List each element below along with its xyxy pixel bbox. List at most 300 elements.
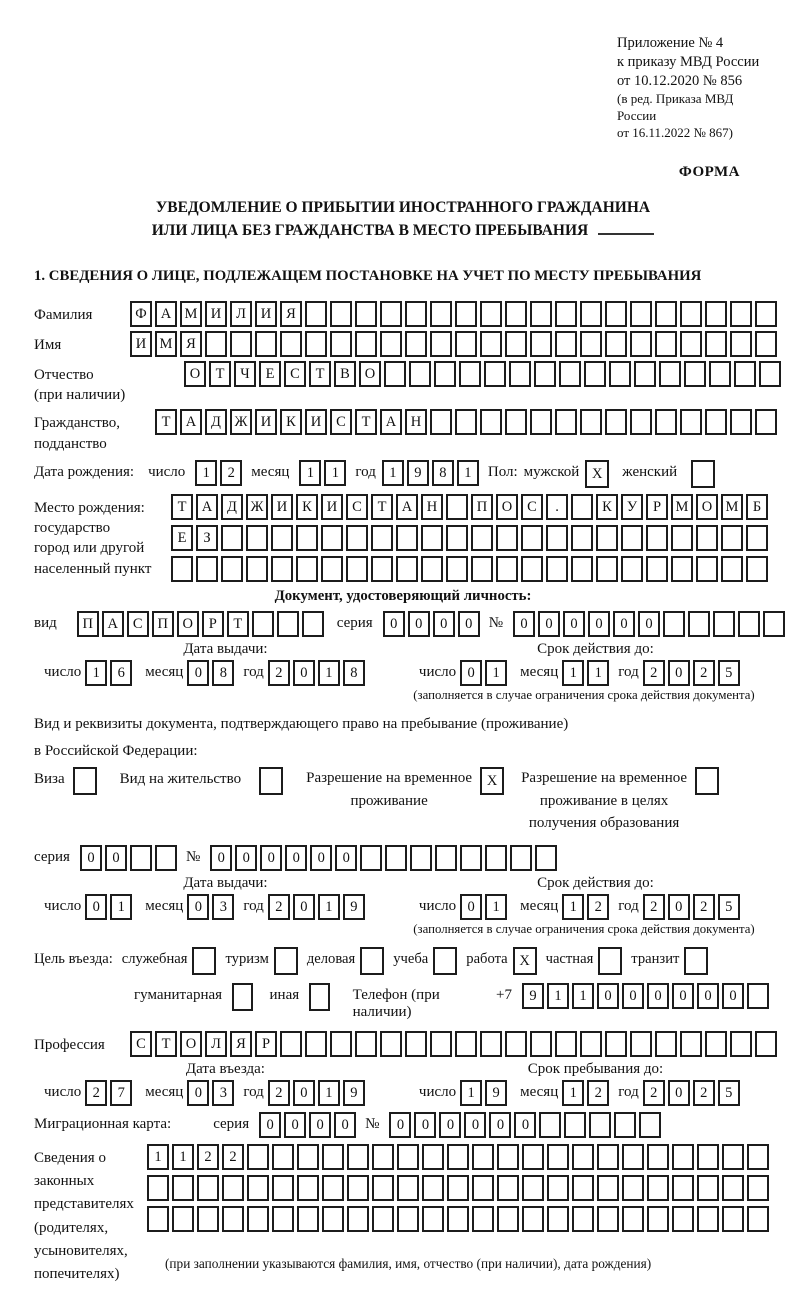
char-cell[interactable]: С xyxy=(346,494,368,520)
birth-place-row3-input[interactable] xyxy=(171,556,771,582)
char-cell[interactable] xyxy=(630,409,652,435)
char-cell[interactable]: О xyxy=(696,494,718,520)
char-cell[interactable]: С xyxy=(330,409,352,435)
char-cell[interactable] xyxy=(296,556,318,582)
entry-day-input[interactable] xyxy=(85,1080,135,1106)
char-cell[interactable]: И xyxy=(255,409,277,435)
char-cell[interactable] xyxy=(539,1112,561,1138)
char-cell[interactable] xyxy=(421,556,443,582)
expiry-month-input[interactable] xyxy=(562,660,612,686)
char-cell[interactable]: 2 xyxy=(220,460,242,486)
char-cell[interactable] xyxy=(355,1031,377,1057)
char-cell[interactable]: Е xyxy=(171,525,193,551)
expiry-day-input[interactable] xyxy=(460,660,510,686)
char-cell[interactable] xyxy=(555,301,577,327)
char-cell[interactable]: 1 xyxy=(318,894,340,920)
char-cell[interactable]: Т xyxy=(171,494,193,520)
char-cell[interactable] xyxy=(605,331,627,357)
char-cell[interactable]: 2 xyxy=(693,1080,715,1106)
char-cell[interactable] xyxy=(271,556,293,582)
char-cell[interactable] xyxy=(196,556,218,582)
char-cell[interactable]: 2 xyxy=(587,1080,609,1106)
char-cell[interactable] xyxy=(622,1206,644,1232)
char-cell[interactable] xyxy=(535,845,557,871)
char-cell[interactable]: 8 xyxy=(343,660,365,686)
char-cell[interactable]: 1 xyxy=(147,1144,169,1170)
char-cell[interactable] xyxy=(435,845,457,871)
char-cell[interactable] xyxy=(614,1112,636,1138)
char-cell[interactable] xyxy=(630,331,652,357)
char-cell[interactable] xyxy=(722,1144,744,1170)
char-cell[interactable]: 1 xyxy=(85,660,107,686)
char-cell[interactable] xyxy=(447,1206,469,1232)
char-cell[interactable]: 0 xyxy=(597,983,619,1009)
doc-series-input[interactable] xyxy=(383,611,483,637)
char-cell[interactable]: Я xyxy=(180,331,202,357)
char-cell[interactable]: 5 xyxy=(718,894,740,920)
char-cell[interactable]: 8 xyxy=(212,660,234,686)
char-cell[interactable]: К xyxy=(296,494,318,520)
char-cell[interactable] xyxy=(646,525,668,551)
char-cell[interactable]: 1 xyxy=(485,894,507,920)
char-cell[interactable] xyxy=(580,409,602,435)
char-cell[interactable] xyxy=(521,556,543,582)
char-cell[interactable] xyxy=(659,361,681,387)
char-cell[interactable] xyxy=(696,556,718,582)
sex-male-checkbox[interactable]: X xyxy=(585,460,609,488)
char-cell[interactable] xyxy=(484,361,506,387)
char-cell[interactable] xyxy=(155,845,177,871)
char-cell[interactable] xyxy=(330,301,352,327)
char-cell[interactable] xyxy=(534,361,556,387)
char-cell[interactable] xyxy=(555,409,577,435)
char-cell[interactable]: Ф xyxy=(130,301,152,327)
char-cell[interactable] xyxy=(680,331,702,357)
char-cell[interactable] xyxy=(447,1144,469,1170)
char-cell[interactable]: 0 xyxy=(613,611,635,637)
doc-type-input[interactable] xyxy=(77,611,327,637)
issue-month-input[interactable] xyxy=(187,894,237,920)
char-cell[interactable]: 0 xyxy=(187,1080,209,1106)
char-cell[interactable] xyxy=(455,301,477,327)
char-cell[interactable] xyxy=(480,1031,502,1057)
char-cell[interactable] xyxy=(422,1175,444,1201)
char-cell[interactable] xyxy=(405,331,427,357)
char-cell[interactable] xyxy=(747,1175,769,1201)
char-cell[interactable] xyxy=(247,1206,269,1232)
char-cell[interactable] xyxy=(589,1112,611,1138)
char-cell[interactable] xyxy=(252,611,274,637)
char-cell[interactable]: 2 xyxy=(85,1080,107,1106)
char-cell[interactable]: 0 xyxy=(414,1112,436,1138)
char-cell[interactable] xyxy=(347,1144,369,1170)
char-cell[interactable]: 2 xyxy=(268,660,290,686)
char-cell[interactable] xyxy=(709,361,731,387)
char-cell[interactable]: 1 xyxy=(457,460,479,486)
char-cell[interactable] xyxy=(755,301,777,327)
char-cell[interactable]: 0 xyxy=(293,894,315,920)
char-cell[interactable] xyxy=(371,525,393,551)
char-cell[interactable] xyxy=(297,1206,319,1232)
char-cell[interactable] xyxy=(571,494,593,520)
entry-year-input[interactable] xyxy=(268,1080,368,1106)
char-cell[interactable] xyxy=(230,331,252,357)
char-cell[interactable] xyxy=(405,1031,427,1057)
char-cell[interactable] xyxy=(147,1175,169,1201)
char-cell[interactable] xyxy=(397,1144,419,1170)
char-cell[interactable]: 0 xyxy=(285,845,307,871)
char-cell[interactable] xyxy=(672,1206,694,1232)
char-cell[interactable] xyxy=(147,1206,169,1232)
char-cell[interactable] xyxy=(621,525,643,551)
char-cell[interactable]: О xyxy=(359,361,381,387)
issue-year-input[interactable] xyxy=(268,894,368,920)
char-cell[interactable]: И xyxy=(271,494,293,520)
char-cell[interactable]: Т xyxy=(355,409,377,435)
char-cell[interactable]: . xyxy=(546,494,568,520)
char-cell[interactable] xyxy=(697,1206,719,1232)
char-cell[interactable]: Т xyxy=(227,611,249,637)
char-cell[interactable] xyxy=(355,331,377,357)
char-cell[interactable] xyxy=(280,331,302,357)
char-cell[interactable]: Т xyxy=(309,361,331,387)
char-cell[interactable] xyxy=(455,409,477,435)
char-cell[interactable] xyxy=(547,1175,569,1201)
char-cell[interactable]: 1 xyxy=(562,894,584,920)
char-cell[interactable] xyxy=(222,1175,244,1201)
char-cell[interactable] xyxy=(330,1031,352,1057)
char-cell[interactable] xyxy=(646,556,668,582)
char-cell[interactable] xyxy=(622,1175,644,1201)
stay-year-input[interactable] xyxy=(643,1080,743,1106)
char-cell[interactable]: 2 xyxy=(693,894,715,920)
char-cell[interactable]: 2 xyxy=(587,894,609,920)
char-cell[interactable]: 0 xyxy=(622,983,644,1009)
char-cell[interactable] xyxy=(422,1206,444,1232)
char-cell[interactable] xyxy=(530,301,552,327)
char-cell[interactable]: П xyxy=(77,611,99,637)
char-cell[interactable]: 0 xyxy=(260,845,282,871)
stay-day-input[interactable] xyxy=(460,1080,510,1106)
char-cell[interactable]: 0 xyxy=(697,983,719,1009)
char-cell[interactable] xyxy=(509,361,531,387)
char-cell[interactable] xyxy=(371,556,393,582)
char-cell[interactable] xyxy=(559,361,581,387)
char-cell[interactable] xyxy=(722,1175,744,1201)
char-cell[interactable]: 0 xyxy=(310,845,332,871)
char-cell[interactable]: 0 xyxy=(293,1080,315,1106)
char-cell[interactable]: Т xyxy=(155,1031,177,1057)
char-cell[interactable] xyxy=(671,556,693,582)
purpose-study-checkbox[interactable] xyxy=(433,947,457,975)
char-cell[interactable] xyxy=(277,611,299,637)
char-cell[interactable]: 0 xyxy=(187,660,209,686)
char-cell[interactable]: 0 xyxy=(335,845,357,871)
char-cell[interactable] xyxy=(647,1175,669,1201)
char-cell[interactable] xyxy=(172,1206,194,1232)
char-cell[interactable]: 0 xyxy=(259,1112,281,1138)
char-cell[interactable]: М xyxy=(155,331,177,357)
char-cell[interactable] xyxy=(472,1175,494,1201)
char-cell[interactable]: Л xyxy=(230,301,252,327)
char-cell[interactable] xyxy=(405,301,427,327)
char-cell[interactable]: С xyxy=(284,361,306,387)
representatives-row2-input[interactable] xyxy=(147,1175,772,1201)
char-cell[interactable] xyxy=(397,1206,419,1232)
char-cell[interactable]: К xyxy=(596,494,618,520)
char-cell[interactable] xyxy=(505,409,527,435)
birth-year-input[interactable] xyxy=(382,460,482,486)
char-cell[interactable] xyxy=(471,556,493,582)
char-cell[interactable] xyxy=(580,1031,602,1057)
char-cell[interactable] xyxy=(672,1175,694,1201)
char-cell[interactable]: Д xyxy=(221,494,243,520)
char-cell[interactable] xyxy=(580,331,602,357)
char-cell[interactable]: 1 xyxy=(460,1080,482,1106)
char-cell[interactable]: 9 xyxy=(485,1080,507,1106)
char-cell[interactable] xyxy=(396,525,418,551)
char-cell[interactable] xyxy=(296,525,318,551)
char-cell[interactable] xyxy=(734,361,756,387)
char-cell[interactable] xyxy=(564,1112,586,1138)
char-cell[interactable]: 1 xyxy=(485,660,507,686)
char-cell[interactable]: 0 xyxy=(433,611,455,637)
char-cell[interactable]: А xyxy=(380,409,402,435)
purpose-private-checkbox[interactable] xyxy=(598,947,622,975)
char-cell[interactable]: У xyxy=(621,494,643,520)
char-cell[interactable] xyxy=(609,361,631,387)
char-cell[interactable] xyxy=(510,845,532,871)
char-cell[interactable] xyxy=(360,845,382,871)
char-cell[interactable] xyxy=(222,1206,244,1232)
patronymic-input[interactable] xyxy=(184,361,784,387)
char-cell[interactable] xyxy=(596,525,618,551)
char-cell[interactable] xyxy=(721,556,743,582)
char-cell[interactable] xyxy=(530,409,552,435)
char-cell[interactable] xyxy=(680,1031,702,1057)
expiry-year-input[interactable] xyxy=(643,894,743,920)
char-cell[interactable] xyxy=(322,1206,344,1232)
char-cell[interactable] xyxy=(305,301,327,327)
char-cell[interactable]: К xyxy=(280,409,302,435)
char-cell[interactable] xyxy=(634,361,656,387)
char-cell[interactable] xyxy=(384,361,406,387)
char-cell[interactable]: 1 xyxy=(318,660,340,686)
char-cell[interactable] xyxy=(447,1175,469,1201)
char-cell[interactable]: Л xyxy=(205,1031,227,1057)
char-cell[interactable] xyxy=(496,525,518,551)
char-cell[interactable] xyxy=(446,525,468,551)
char-cell[interactable] xyxy=(655,409,677,435)
stay-month-input[interactable] xyxy=(562,1080,612,1106)
profession-input[interactable] xyxy=(130,1031,780,1057)
char-cell[interactable] xyxy=(246,556,268,582)
char-cell[interactable]: Т xyxy=(209,361,231,387)
char-cell[interactable]: 1 xyxy=(562,1080,584,1106)
char-cell[interactable] xyxy=(271,525,293,551)
char-cell[interactable] xyxy=(322,1175,344,1201)
char-cell[interactable] xyxy=(688,611,710,637)
char-cell[interactable] xyxy=(472,1206,494,1232)
surname-input[interactable] xyxy=(130,301,780,327)
char-cell[interactable]: И xyxy=(130,331,152,357)
char-cell[interactable]: 0 xyxy=(309,1112,331,1138)
char-cell[interactable]: 9 xyxy=(343,1080,365,1106)
char-cell[interactable] xyxy=(197,1175,219,1201)
char-cell[interactable] xyxy=(321,525,343,551)
char-cell[interactable]: 0 xyxy=(563,611,585,637)
char-cell[interactable] xyxy=(605,1031,627,1057)
char-cell[interactable]: О xyxy=(496,494,518,520)
char-cell[interactable]: 7 xyxy=(110,1080,132,1106)
char-cell[interactable]: 3 xyxy=(212,894,234,920)
char-cell[interactable] xyxy=(705,409,727,435)
char-cell[interactable] xyxy=(221,556,243,582)
char-cell[interactable]: 1 xyxy=(318,1080,340,1106)
issue-year-input[interactable] xyxy=(268,660,368,686)
char-cell[interactable]: Я xyxy=(280,301,302,327)
char-cell[interactable]: 1 xyxy=(587,660,609,686)
char-cell[interactable]: С xyxy=(521,494,543,520)
migration-series-input[interactable] xyxy=(259,1112,359,1138)
char-cell[interactable] xyxy=(430,1031,452,1057)
char-cell[interactable]: 0 xyxy=(334,1112,356,1138)
char-cell[interactable] xyxy=(755,1031,777,1057)
birth-day-input[interactable] xyxy=(195,460,245,486)
firstname-input[interactable] xyxy=(130,331,780,357)
char-cell[interactable] xyxy=(605,409,627,435)
char-cell[interactable] xyxy=(505,1031,527,1057)
char-cell[interactable] xyxy=(730,301,752,327)
char-cell[interactable] xyxy=(397,1175,419,1201)
representatives-row1-input[interactable] xyxy=(147,1144,772,1170)
citizenship-input[interactable] xyxy=(155,409,780,435)
char-cell[interactable] xyxy=(705,331,727,357)
char-cell[interactable] xyxy=(630,301,652,327)
char-cell[interactable]: 2 xyxy=(643,660,665,686)
doc-number-input[interactable] xyxy=(513,611,788,637)
char-cell[interactable] xyxy=(247,1175,269,1201)
char-cell[interactable] xyxy=(496,556,518,582)
char-cell[interactable] xyxy=(672,1144,694,1170)
char-cell[interactable] xyxy=(430,409,452,435)
char-cell[interactable] xyxy=(671,525,693,551)
char-cell[interactable] xyxy=(696,525,718,551)
char-cell[interactable] xyxy=(497,1175,519,1201)
char-cell[interactable] xyxy=(730,1031,752,1057)
char-cell[interactable]: 0 xyxy=(210,845,232,871)
char-cell[interactable] xyxy=(497,1144,519,1170)
char-cell[interactable] xyxy=(697,1175,719,1201)
char-cell[interactable]: Ч xyxy=(234,361,256,387)
char-cell[interactable]: 1 xyxy=(547,983,569,1009)
birth-month-input[interactable] xyxy=(299,460,349,486)
char-cell[interactable] xyxy=(305,331,327,357)
char-cell[interactable]: Б xyxy=(746,494,768,520)
char-cell[interactable]: 1 xyxy=(324,460,346,486)
char-cell[interactable] xyxy=(330,331,352,357)
char-cell[interactable]: А xyxy=(180,409,202,435)
char-cell[interactable] xyxy=(647,1206,669,1232)
char-cell[interactable] xyxy=(130,845,152,871)
char-cell[interactable]: О xyxy=(184,361,206,387)
char-cell[interactable]: 0 xyxy=(588,611,610,637)
char-cell[interactable]: 0 xyxy=(458,611,480,637)
char-cell[interactable] xyxy=(380,1031,402,1057)
char-cell[interactable]: Д xyxy=(205,409,227,435)
char-cell[interactable] xyxy=(730,331,752,357)
char-cell[interactable]: 1 xyxy=(110,894,132,920)
char-cell[interactable]: 0 xyxy=(85,894,107,920)
char-cell[interactable]: 0 xyxy=(460,894,482,920)
residence-number-input[interactable] xyxy=(210,845,560,871)
char-cell[interactable] xyxy=(297,1175,319,1201)
char-cell[interactable]: П xyxy=(471,494,493,520)
char-cell[interactable] xyxy=(755,331,777,357)
char-cell[interactable] xyxy=(680,301,702,327)
char-cell[interactable] xyxy=(584,361,606,387)
char-cell[interactable]: 0 xyxy=(722,983,744,1009)
expiry-year-input[interactable] xyxy=(643,660,743,686)
char-cell[interactable]: 0 xyxy=(464,1112,486,1138)
char-cell[interactable]: М xyxy=(721,494,743,520)
char-cell[interactable]: 9 xyxy=(343,894,365,920)
char-cell[interactable] xyxy=(571,525,593,551)
char-cell[interactable] xyxy=(605,301,627,327)
char-cell[interactable] xyxy=(663,611,685,637)
char-cell[interactable]: О xyxy=(180,1031,202,1057)
temp-residence-checkbox[interactable]: X xyxy=(480,767,504,795)
char-cell[interactable] xyxy=(430,301,452,327)
char-cell[interactable]: 2 xyxy=(222,1144,244,1170)
char-cell[interactable] xyxy=(721,525,743,551)
char-cell[interactable]: 0 xyxy=(80,845,102,871)
char-cell[interactable]: Е xyxy=(259,361,281,387)
char-cell[interactable] xyxy=(272,1144,294,1170)
purpose-tourism-checkbox[interactable] xyxy=(274,947,298,975)
char-cell[interactable] xyxy=(630,1031,652,1057)
char-cell[interactable] xyxy=(355,301,377,327)
char-cell[interactable]: И xyxy=(255,301,277,327)
char-cell[interactable]: 0 xyxy=(389,1112,411,1138)
char-cell[interactable] xyxy=(434,361,456,387)
char-cell[interactable]: Ж xyxy=(246,494,268,520)
char-cell[interactable] xyxy=(684,361,706,387)
issue-month-input[interactable] xyxy=(187,660,237,686)
char-cell[interactable]: 9 xyxy=(522,983,544,1009)
char-cell[interactable] xyxy=(255,331,277,357)
char-cell[interactable]: С xyxy=(130,1031,152,1057)
char-cell[interactable] xyxy=(722,1206,744,1232)
char-cell[interactable] xyxy=(572,1206,594,1232)
purpose-humanitarian-checkbox[interactable] xyxy=(232,983,252,1011)
char-cell[interactable] xyxy=(205,331,227,357)
char-cell[interactable]: 0 xyxy=(513,611,535,637)
char-cell[interactable] xyxy=(385,845,407,871)
char-cell[interactable] xyxy=(421,525,443,551)
char-cell[interactable]: И xyxy=(321,494,343,520)
sex-female-checkbox[interactable] xyxy=(691,460,715,488)
purpose-official-checkbox[interactable] xyxy=(192,947,216,975)
issue-day-input[interactable] xyxy=(85,660,135,686)
char-cell[interactable] xyxy=(580,301,602,327)
char-cell[interactable] xyxy=(197,1206,219,1232)
char-cell[interactable] xyxy=(280,1031,302,1057)
char-cell[interactable] xyxy=(409,361,431,387)
char-cell[interactable] xyxy=(597,1175,619,1201)
char-cell[interactable]: Р xyxy=(202,611,224,637)
phone-input[interactable] xyxy=(522,983,772,1009)
